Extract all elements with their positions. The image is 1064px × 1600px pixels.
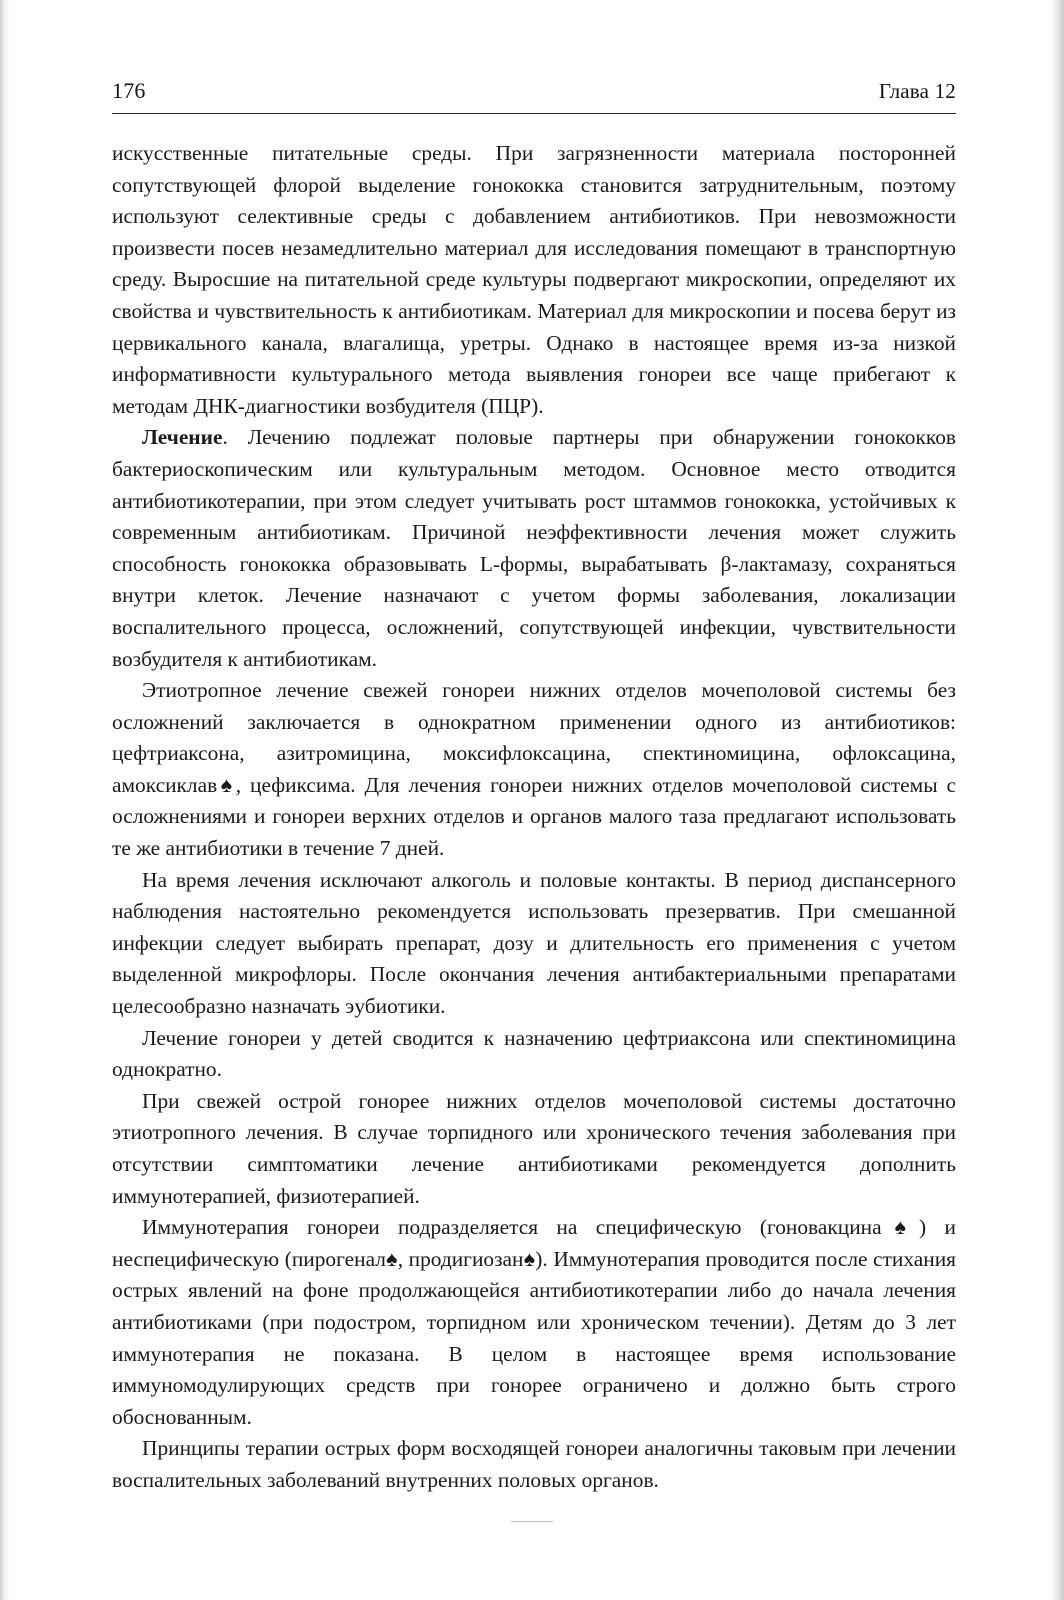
paragraph-7: [112, 1212, 956, 1433]
paragraph-4-text: На время лечения исключают алкоголь и половые контакты. В период диспансерного наблюдения настоятельно рекомендуется использовать презерватив. При смешанной инфекции следует выбирать препарат, дозу и длительность его применения с учетом выделенной микрофлоры. После окончания лечения антибактериальными препаратами целесообразно назначать эубиотики.: [112, 867, 956, 1019]
paragraph-8-text: Принципы терапии острых форм восходящей гонореи аналогичны таковым при лечении воспалительных заболеваний внутренних половых органов.: [112, 1436, 956, 1492]
paragraph-7-text: Иммунотерапия гонореи подразделяется на специфическую (гоновакцина♠) и неспецифическую (пирогенал♠, продигиозан♠). Иммунотерапия проводится после стихания острых явлений на фоне продолжающейся антибиотикотерапии либо до начала лечения антибиотиками (при подостром, торпидном или хроническом течении). Детям до 3 лет иммунотерапия не показана. В целом в настоящее время использование иммуномодулирующих средств при гонорее ограничено и должно быть строго обоснованным.: [112, 1215, 956, 1429]
paragraph-2-text: . Лечению подлежат половые партнеры при обнаружении гонококков бактериоскопическим или культуральным методом. Основное место отводится антибиотикотерапии, при этом следует учитывать рост штаммов гонококка, устойчивых к современным антибиотикам. Причиной неэффективности лечения может служить способность гонококка образовывать L-формы, вырабатывать β-лактамазу, сохраняться внутри клеток. Лечение назначают с учетом формы заболевания, локализации воспалительного процесса, осложнений, сопутствующей инфекции, чувствительности возбудителя к антибиотикам.: [112, 425, 956, 671]
running-head: [112, 78, 956, 114]
paragraph-2-runin-heading: Лечение: [142, 425, 223, 450]
page-content: [112, 78, 956, 1497]
page-number: 176: [112, 78, 146, 103]
paragraph-4: [112, 865, 956, 1023]
paragraph-1-text: искусственные питательные среды. При загрязненности материала посторонней сопутствующей флорой выделение гонококка становится затруднительным, поэтому используют селективные среды с добавлением антибиотиков. При невозможности произвести посев незамедлительно материал для исследования помещают в транспортную среду. Выросшие на питательной среде культуры подвергают микроскопии, определяют их свойства и чувствительность к антибиотикам. Материал для микроскопии и посева берут из цервикального канала, влагалища, уретры. Однако в настоящее время из-за низкой информативности культурального метода выявления гонореи все чаще прибегают к методам ДНК-диагностики возбудителя (ПЦР).: [112, 141, 956, 418]
paragraph-6: [112, 1086, 956, 1212]
chapter-label: Глава 12: [878, 79, 956, 103]
paragraph-6-text: При свежей острой гонорее нижних отделов мочеполовой системы достаточно этиотропного лечения. В случае торпидного или хронического течения заболевания при отсутствии симптоматики лечение антибиотиками рекомендуется дополнить иммунотерапией, физиотерапией.: [112, 1088, 956, 1208]
page-left-edge-shadow: [0, 0, 10, 1600]
paragraph-2: [112, 422, 956, 675]
paragraph-5-text: Лечение гонореи у детей сводится к назначению цефтриаксона или спектиномицина однократно.: [112, 1025, 956, 1082]
footer-ornament-rule: [511, 1521, 553, 1522]
body-text: [112, 138, 956, 1497]
paragraph-8: [112, 1433, 956, 1496]
page-right-edge-shadow: [1050, 0, 1064, 1600]
paragraph-3-text: Этиотропное лечение свежей гонореи нижних отделов мочеполовой системы без осложнений заключается в однократном применении одного из антибиотиков: цефтриаксона, азитромицина, моксифлоксацина, спектиномицина, офлоксацина, амоксиклав♠, цефиксима. Для лечения гонореи нижних отделов мочеполовой системы с осложнениями и гонореи верхних отделов и органов малого таза предлагают использовать те же антибиотики в течение 7 дней.: [112, 678, 956, 861]
paragraph-1: [112, 138, 956, 422]
paragraph-3: [112, 675, 956, 865]
paragraph-5: [112, 1023, 956, 1086]
